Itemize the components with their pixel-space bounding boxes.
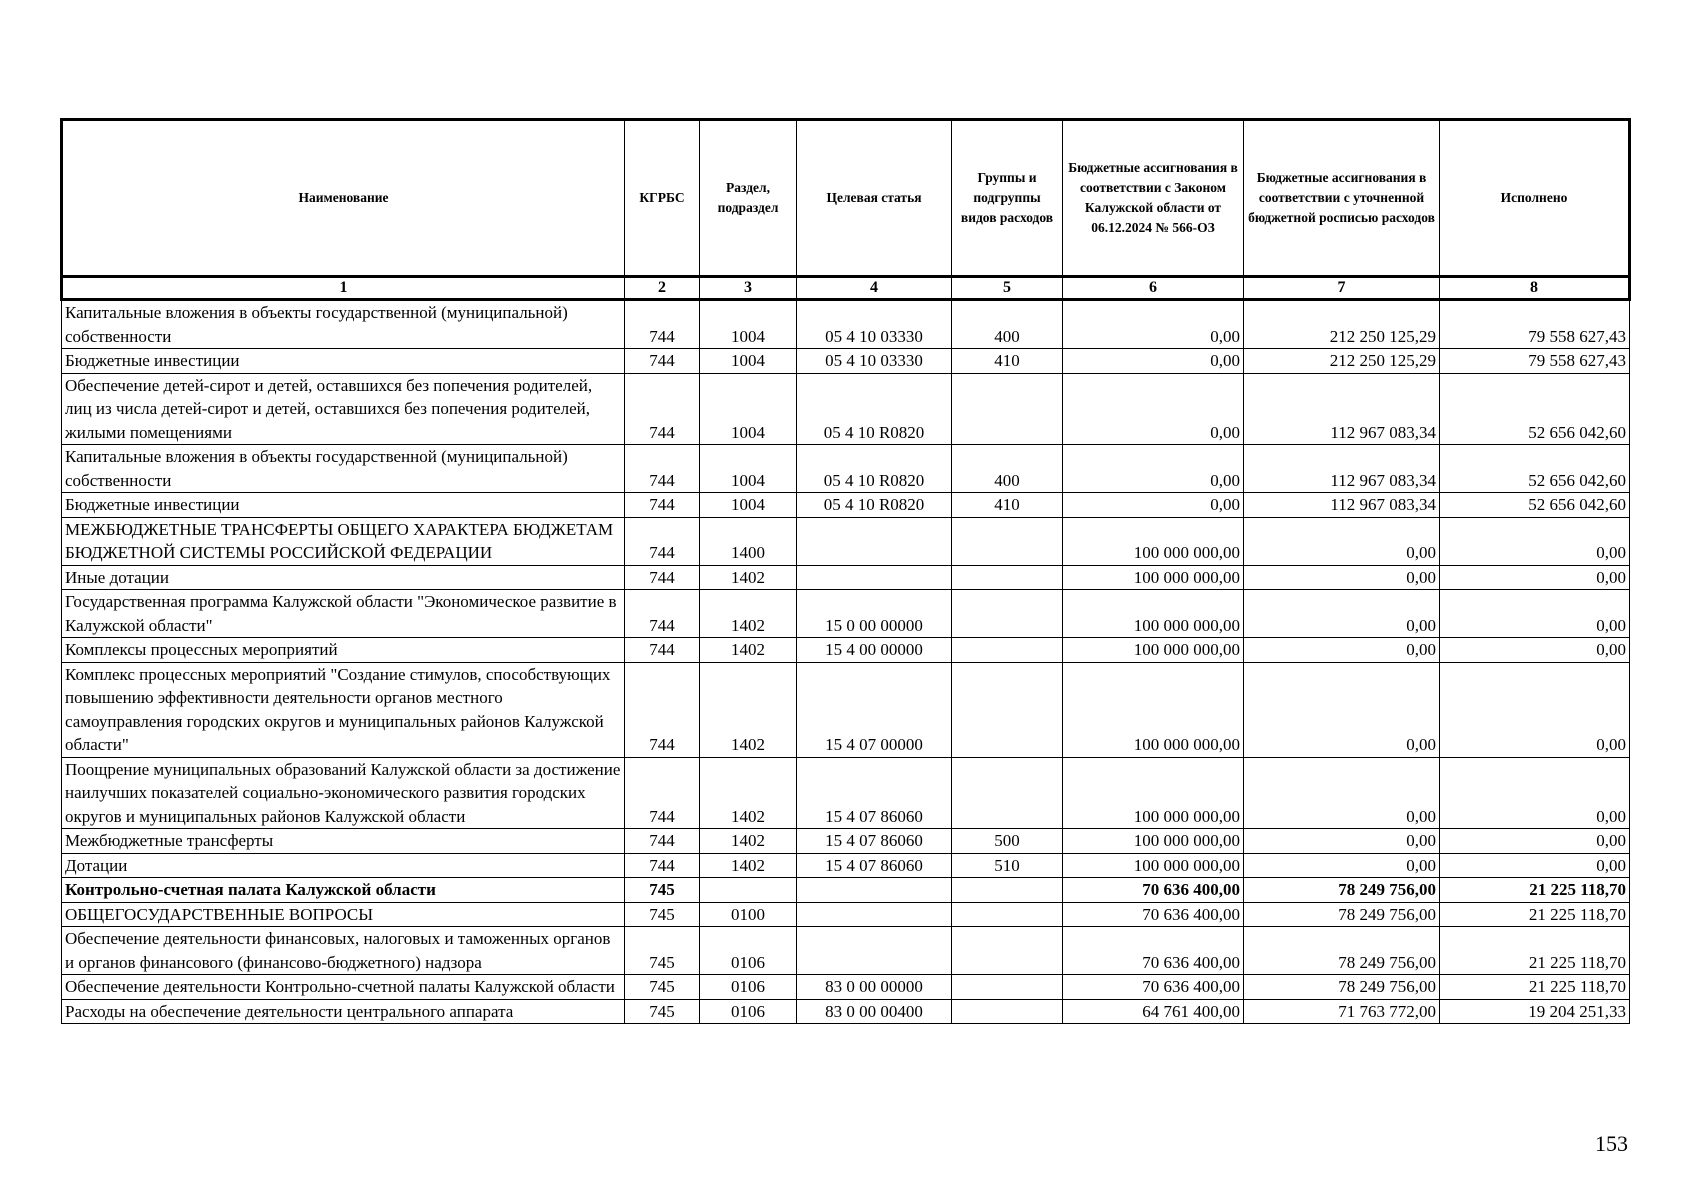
cell-name: Бюджетные инвестиции bbox=[62, 493, 625, 518]
cell-law-allocation: 100 000 000,00 bbox=[1063, 853, 1244, 878]
cell-target-article: 83 0 00 00400 bbox=[797, 999, 952, 1024]
cell-target-article bbox=[797, 565, 952, 590]
column-number: 1 bbox=[62, 277, 625, 300]
cell-target-article: 15 4 07 86060 bbox=[797, 757, 952, 829]
cell-section: 1402 bbox=[700, 853, 797, 878]
cell-law-allocation: 0,00 bbox=[1063, 493, 1244, 518]
cell-executed: 21 225 118,70 bbox=[1440, 927, 1630, 975]
cell-expense-group: 410 bbox=[952, 493, 1063, 518]
cell-kgrbs: 744 bbox=[625, 565, 700, 590]
cell-refined-allocation: 71 763 772,00 bbox=[1244, 999, 1440, 1024]
cell-name: Дотации bbox=[62, 853, 625, 878]
cell-law-allocation: 70 636 400,00 bbox=[1063, 902, 1244, 927]
cell-kgrbs: 744 bbox=[625, 829, 700, 854]
cell-name: Контрольно-счетная палата Калужской области bbox=[62, 878, 625, 903]
cell-executed: 21 225 118,70 bbox=[1440, 878, 1630, 903]
cell-target-article: 15 0 00 00000 bbox=[797, 590, 952, 638]
cell-executed: 21 225 118,70 bbox=[1440, 975, 1630, 1000]
cell-expense-group bbox=[952, 757, 1063, 829]
cell-refined-allocation: 0,00 bbox=[1244, 590, 1440, 638]
cell-kgrbs: 745 bbox=[625, 975, 700, 1000]
cell-law-allocation: 100 000 000,00 bbox=[1063, 829, 1244, 854]
column-number-row bbox=[62, 277, 1630, 300]
cell-name: Государственная программа Калужской области "Экономическое развитие в Калужской области" bbox=[62, 590, 625, 638]
cell-law-allocation: 0,00 bbox=[1063, 349, 1244, 374]
cell-section: 1004 bbox=[700, 373, 797, 445]
cell-expense-group bbox=[952, 999, 1063, 1024]
table-row bbox=[62, 517, 1630, 565]
cell-name: Поощрение муниципальных образований Калужской области за достижение наилучших показателей социально-экономического развития городских округов и муниципальных районов Калужской области bbox=[62, 757, 625, 829]
cell-refined-allocation: 0,00 bbox=[1244, 829, 1440, 854]
cell-law-allocation: 100 000 000,00 bbox=[1063, 662, 1244, 757]
cell-kgrbs: 744 bbox=[625, 517, 700, 565]
cell-name: Обеспечение деятельности финансовых, налоговых и таможенных органов и органов финансового (финансово-бюджетного) надзора bbox=[62, 927, 625, 975]
cell-expense-group: 400 bbox=[952, 445, 1063, 493]
header-section: Раздел, подраздел bbox=[700, 120, 797, 277]
header-executed: Исполнено bbox=[1440, 120, 1630, 277]
cell-kgrbs: 744 bbox=[625, 757, 700, 829]
table-row bbox=[62, 853, 1630, 878]
table-row bbox=[62, 999, 1630, 1024]
cell-expense-group bbox=[952, 662, 1063, 757]
cell-expense-group bbox=[952, 927, 1063, 975]
cell-section: 1400 bbox=[700, 517, 797, 565]
table-row bbox=[62, 349, 1630, 374]
cell-executed: 0,00 bbox=[1440, 853, 1630, 878]
cell-target-article: 15 4 07 00000 bbox=[797, 662, 952, 757]
cell-expense-group bbox=[952, 902, 1063, 927]
cell-name: МЕЖБЮДЖЕТНЫЕ ТРАНСФЕРТЫ ОБЩЕГО ХАРАКТЕРА БЮДЖЕТАМ БЮДЖЕТНОЙ СИСТЕМЫ РОССИЙСКОЙ ФЕДЕРАЦИИ bbox=[62, 517, 625, 565]
cell-target-article: 15 4 07 86060 bbox=[797, 853, 952, 878]
header-target-article: Целевая статья bbox=[797, 120, 952, 277]
table-row bbox=[62, 373, 1630, 445]
cell-kgrbs: 744 bbox=[625, 373, 700, 445]
column-number: 3 bbox=[700, 277, 797, 300]
cell-law-allocation: 100 000 000,00 bbox=[1063, 565, 1244, 590]
cell-expense-group: 400 bbox=[952, 300, 1063, 349]
cell-name: Капитальные вложения в объекты государственной (муниципальной) собственности bbox=[62, 445, 625, 493]
cell-section: 0106 bbox=[700, 927, 797, 975]
cell-name: Бюджетные инвестиции bbox=[62, 349, 625, 374]
cell-refined-allocation: 0,00 bbox=[1244, 853, 1440, 878]
cell-expense-group bbox=[952, 517, 1063, 565]
cell-target-article: 05 4 10 R0820 bbox=[797, 373, 952, 445]
cell-target-article bbox=[797, 927, 952, 975]
cell-refined-allocation: 78 249 756,00 bbox=[1244, 975, 1440, 1000]
cell-target-article bbox=[797, 878, 952, 903]
table-row bbox=[62, 878, 1630, 903]
cell-refined-allocation: 212 250 125,29 bbox=[1244, 300, 1440, 349]
cell-kgrbs: 744 bbox=[625, 853, 700, 878]
cell-section: 1402 bbox=[700, 638, 797, 663]
cell-expense-group bbox=[952, 878, 1063, 903]
cell-law-allocation: 100 000 000,00 bbox=[1063, 757, 1244, 829]
table-row bbox=[62, 638, 1630, 663]
header-refined-allocations: Бюджетные ассигнования в соответствии с уточненной бюджетной росписью расходов bbox=[1244, 120, 1440, 277]
cell-section: 1402 bbox=[700, 565, 797, 590]
table-row bbox=[62, 927, 1630, 975]
cell-executed: 21 225 118,70 bbox=[1440, 902, 1630, 927]
table-body bbox=[62, 277, 1630, 1024]
budget-table bbox=[60, 118, 1631, 1024]
cell-executed: 0,00 bbox=[1440, 829, 1630, 854]
cell-section: 1004 bbox=[700, 493, 797, 518]
cell-refined-allocation: 78 249 756,00 bbox=[1244, 878, 1440, 903]
cell-kgrbs: 745 bbox=[625, 902, 700, 927]
cell-section: 1402 bbox=[700, 757, 797, 829]
cell-name: Расходы на обеспечение деятельности центрального аппарата bbox=[62, 999, 625, 1024]
header-law-allocations: Бюджетные ассигнования в соответствии с Законом Калужской области от 06.12.2024 № 566-ОЗ bbox=[1063, 120, 1244, 277]
header-expense-groups: Группы и подгруппы видов расходов bbox=[952, 120, 1063, 277]
cell-name: Иные дотации bbox=[62, 565, 625, 590]
column-number: 2 bbox=[625, 277, 700, 300]
cell-section: 0106 bbox=[700, 999, 797, 1024]
cell-section: 0106 bbox=[700, 975, 797, 1000]
cell-refined-allocation: 212 250 125,29 bbox=[1244, 349, 1440, 374]
cell-name: Комплексы процессных мероприятий bbox=[62, 638, 625, 663]
table-row bbox=[62, 300, 1630, 349]
table-row bbox=[62, 829, 1630, 854]
cell-kgrbs: 745 bbox=[625, 999, 700, 1024]
cell-law-allocation: 70 636 400,00 bbox=[1063, 975, 1244, 1000]
cell-target-article: 05 4 10 03330 bbox=[797, 349, 952, 374]
cell-law-allocation: 100 000 000,00 bbox=[1063, 517, 1244, 565]
cell-target-article bbox=[797, 902, 952, 927]
cell-kgrbs: 744 bbox=[625, 590, 700, 638]
cell-expense-group bbox=[952, 590, 1063, 638]
cell-section: 1004 bbox=[700, 300, 797, 349]
cell-refined-allocation: 78 249 756,00 bbox=[1244, 927, 1440, 975]
cell-refined-allocation: 0,00 bbox=[1244, 565, 1440, 590]
cell-kgrbs: 744 bbox=[625, 493, 700, 518]
cell-section: 1004 bbox=[700, 445, 797, 493]
cell-target-article bbox=[797, 517, 952, 565]
cell-name: ОБЩЕГОСУДАРСТВЕННЫЕ ВОПРОСЫ bbox=[62, 902, 625, 927]
cell-expense-group bbox=[952, 565, 1063, 590]
table-row bbox=[62, 902, 1630, 927]
cell-refined-allocation: 0,00 bbox=[1244, 757, 1440, 829]
header-kgrbs: КГРБС bbox=[625, 120, 700, 277]
header-name: Наименование bbox=[62, 120, 625, 277]
cell-kgrbs: 744 bbox=[625, 662, 700, 757]
cell-section: 1402 bbox=[700, 829, 797, 854]
cell-executed: 19 204 251,33 bbox=[1440, 999, 1630, 1024]
cell-expense-group bbox=[952, 373, 1063, 445]
cell-expense-group: 500 bbox=[952, 829, 1063, 854]
cell-refined-allocation: 112 967 083,34 bbox=[1244, 493, 1440, 518]
cell-law-allocation: 0,00 bbox=[1063, 373, 1244, 445]
table-header-row bbox=[62, 120, 1630, 277]
cell-name: Межбюджетные трансферты bbox=[62, 829, 625, 854]
table-row bbox=[62, 445, 1630, 493]
cell-executed: 0,00 bbox=[1440, 565, 1630, 590]
cell-kgrbs: 744 bbox=[625, 638, 700, 663]
table-row bbox=[62, 975, 1630, 1000]
cell-target-article: 83 0 00 00000 bbox=[797, 975, 952, 1000]
cell-target-article: 05 4 10 03330 bbox=[797, 300, 952, 349]
cell-section: 1402 bbox=[700, 662, 797, 757]
cell-kgrbs: 744 bbox=[625, 445, 700, 493]
cell-law-allocation: 70 636 400,00 bbox=[1063, 878, 1244, 903]
cell-section: 1402 bbox=[700, 590, 797, 638]
cell-executed: 0,00 bbox=[1440, 638, 1630, 663]
cell-law-allocation: 0,00 bbox=[1063, 300, 1244, 349]
cell-executed: 52 656 042,60 bbox=[1440, 445, 1630, 493]
column-number: 7 bbox=[1244, 277, 1440, 300]
cell-expense-group: 510 bbox=[952, 853, 1063, 878]
table-row bbox=[62, 565, 1630, 590]
column-number: 5 bbox=[952, 277, 1063, 300]
cell-executed: 79 558 627,43 bbox=[1440, 349, 1630, 374]
cell-executed: 0,00 bbox=[1440, 517, 1630, 565]
cell-name: Капитальные вложения в объекты государственной (муниципальной) собственности bbox=[62, 300, 625, 349]
cell-refined-allocation: 112 967 083,34 bbox=[1244, 445, 1440, 493]
cell-executed: 52 656 042,60 bbox=[1440, 373, 1630, 445]
cell-target-article: 15 4 00 00000 bbox=[797, 638, 952, 663]
cell-kgrbs: 744 bbox=[625, 349, 700, 374]
table-row bbox=[62, 493, 1630, 518]
cell-section: 1004 bbox=[700, 349, 797, 374]
cell-executed: 0,00 bbox=[1440, 590, 1630, 638]
cell-kgrbs: 744 bbox=[625, 300, 700, 349]
cell-executed: 79 558 627,43 bbox=[1440, 300, 1630, 349]
cell-refined-allocation: 78 249 756,00 bbox=[1244, 902, 1440, 927]
table-row bbox=[62, 662, 1630, 757]
cell-executed: 0,00 bbox=[1440, 757, 1630, 829]
cell-expense-group: 410 bbox=[952, 349, 1063, 374]
page-number: 153 bbox=[1595, 1131, 1628, 1156]
cell-target-article: 15 4 07 86060 bbox=[797, 829, 952, 854]
cell-law-allocation: 70 636 400,00 bbox=[1063, 927, 1244, 975]
table-row bbox=[62, 590, 1630, 638]
cell-name: Комплекс процессных мероприятий "Создание стимулов, способствующих повышению эффективности деятельности органов местного самоуправления городских округов и муниципальных районов Калужской области" bbox=[62, 662, 625, 757]
table-row bbox=[62, 757, 1630, 829]
cell-executed: 52 656 042,60 bbox=[1440, 493, 1630, 518]
cell-target-article: 05 4 10 R0820 bbox=[797, 445, 952, 493]
cell-kgrbs: 745 bbox=[625, 878, 700, 903]
cell-executed: 0,00 bbox=[1440, 662, 1630, 757]
cell-refined-allocation: 0,00 bbox=[1244, 662, 1440, 757]
cell-law-allocation: 0,00 bbox=[1063, 445, 1244, 493]
cell-name: Обеспечение детей-сирот и детей, оставшихся без попечения родителей, лиц из числа детей-сирот и детей, оставшихся без попечения родителей, жилыми помещениями bbox=[62, 373, 625, 445]
cell-law-allocation: 100 000 000,00 bbox=[1063, 590, 1244, 638]
cell-name: Обеспечение деятельности Контрольно-счетной палаты Калужской области bbox=[62, 975, 625, 1000]
cell-expense-group bbox=[952, 975, 1063, 1000]
column-number: 4 bbox=[797, 277, 952, 300]
cell-refined-allocation: 112 967 083,34 bbox=[1244, 373, 1440, 445]
cell-refined-allocation: 0,00 bbox=[1244, 638, 1440, 663]
cell-kgrbs: 745 bbox=[625, 927, 700, 975]
cell-section: 0100 bbox=[700, 902, 797, 927]
cell-law-allocation: 64 761 400,00 bbox=[1063, 999, 1244, 1024]
cell-target-article: 05 4 10 R0820 bbox=[797, 493, 952, 518]
column-number: 8 bbox=[1440, 277, 1630, 300]
column-number: 6 bbox=[1063, 277, 1244, 300]
cell-expense-group bbox=[952, 638, 1063, 663]
cell-law-allocation: 100 000 000,00 bbox=[1063, 638, 1244, 663]
cell-refined-allocation: 0,00 bbox=[1244, 517, 1440, 565]
cell-section bbox=[700, 878, 797, 903]
